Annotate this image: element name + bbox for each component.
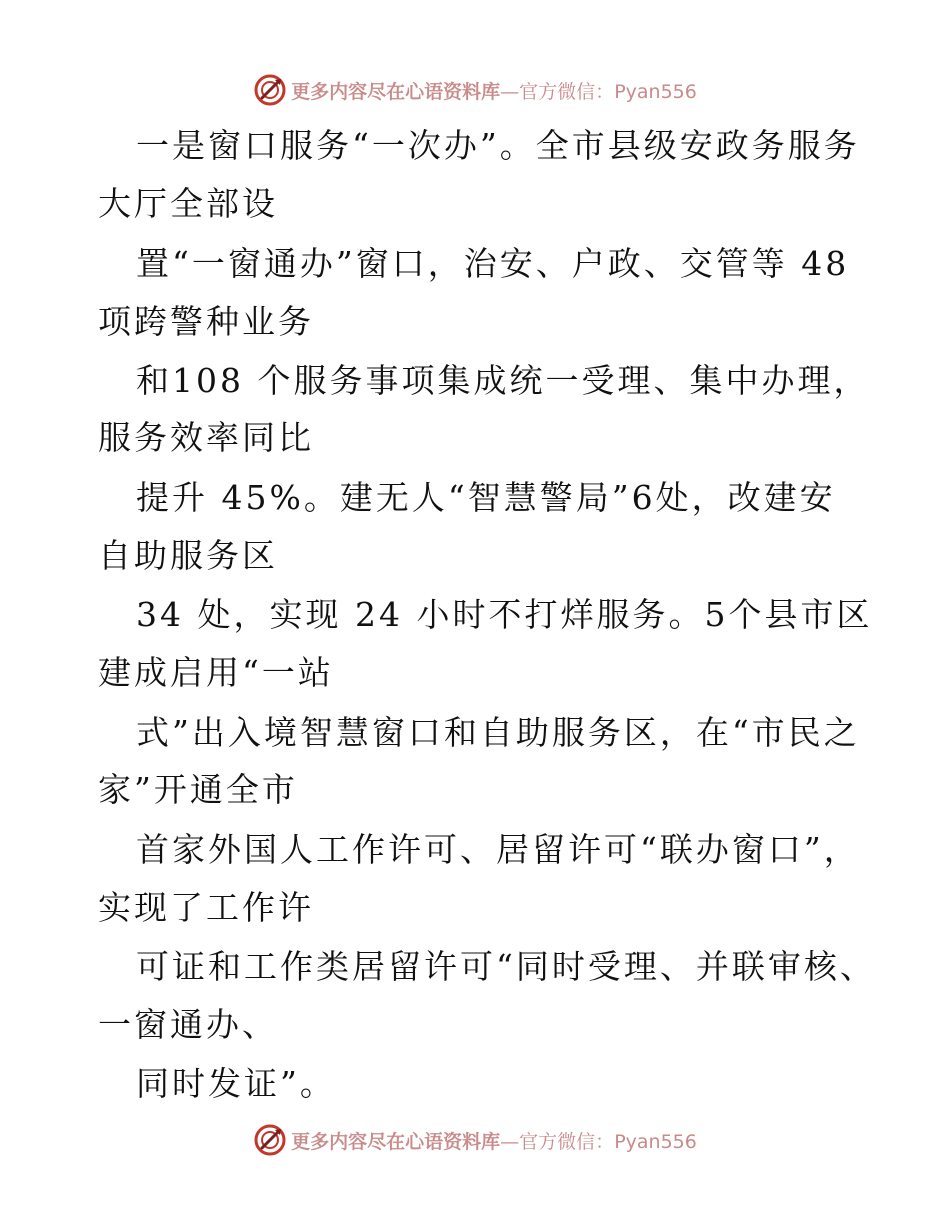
watermark-label: 官方微信：	[519, 1130, 615, 1153]
paragraph-line: 实现了工作许	[98, 888, 314, 927]
paragraph-line: 建成启用“一站	[98, 653, 334, 692]
watermark-account: Pyan556	[614, 80, 697, 103]
watermark-brand: 更多内容尽在心语资料库	[291, 80, 501, 103]
paragraph-line: 提升 45%。建无人“智慧警局”6处，改建安	[136, 478, 836, 517]
paragraph-line: 置“一窗通办”窗口，治安、户政、交管等 48	[136, 244, 850, 283]
watermark-dash: —	[500, 1130, 520, 1153]
paragraph-line: 同时发证”。	[136, 1064, 336, 1103]
watermark-brand: 更多内容尽在心语资料库	[291, 1130, 501, 1153]
watermark-text	[291, 77, 697, 104]
header-watermark	[0, 70, 950, 110]
watermark-text	[291, 1127, 697, 1154]
paragraph-line: 家”开通全市	[98, 770, 298, 809]
paragraph-line: 和108 个服务事项集成统一受理、集中办理，	[136, 361, 870, 400]
paragraph-line: 首家外国人工作许可、居留许可“联办窗口”，	[136, 830, 860, 869]
watermark-label: 官方微信：	[519, 80, 615, 103]
footer-watermark	[0, 1120, 950, 1160]
paragraph-line: 一是窗口服务“一次办”。全市县级安政务服务	[136, 126, 860, 165]
paragraph-line: 项跨警种业务	[98, 302, 314, 341]
logo-icon	[253, 1123, 287, 1157]
watermark-account: Pyan556	[614, 1130, 697, 1153]
paragraph-line: 自助服务区	[98, 536, 278, 575]
paragraph-line: 一窗通办、	[98, 1005, 278, 1044]
paragraph-line: 式”出入境智慧窗口和自助服务区，在“市民之	[136, 713, 860, 752]
paragraph-line: 大厅全部设	[98, 184, 278, 223]
logo-icon	[253, 73, 287, 107]
watermark-dash: —	[500, 80, 520, 103]
paragraph-line: 34 处，实现 24 小时不打烊服务。5个县市区	[136, 595, 873, 634]
paragraph-line: 服务效率同比	[98, 418, 314, 457]
paragraph-line: 可证和工作类居留许可“同时受理、并联审核、	[136, 947, 876, 986]
